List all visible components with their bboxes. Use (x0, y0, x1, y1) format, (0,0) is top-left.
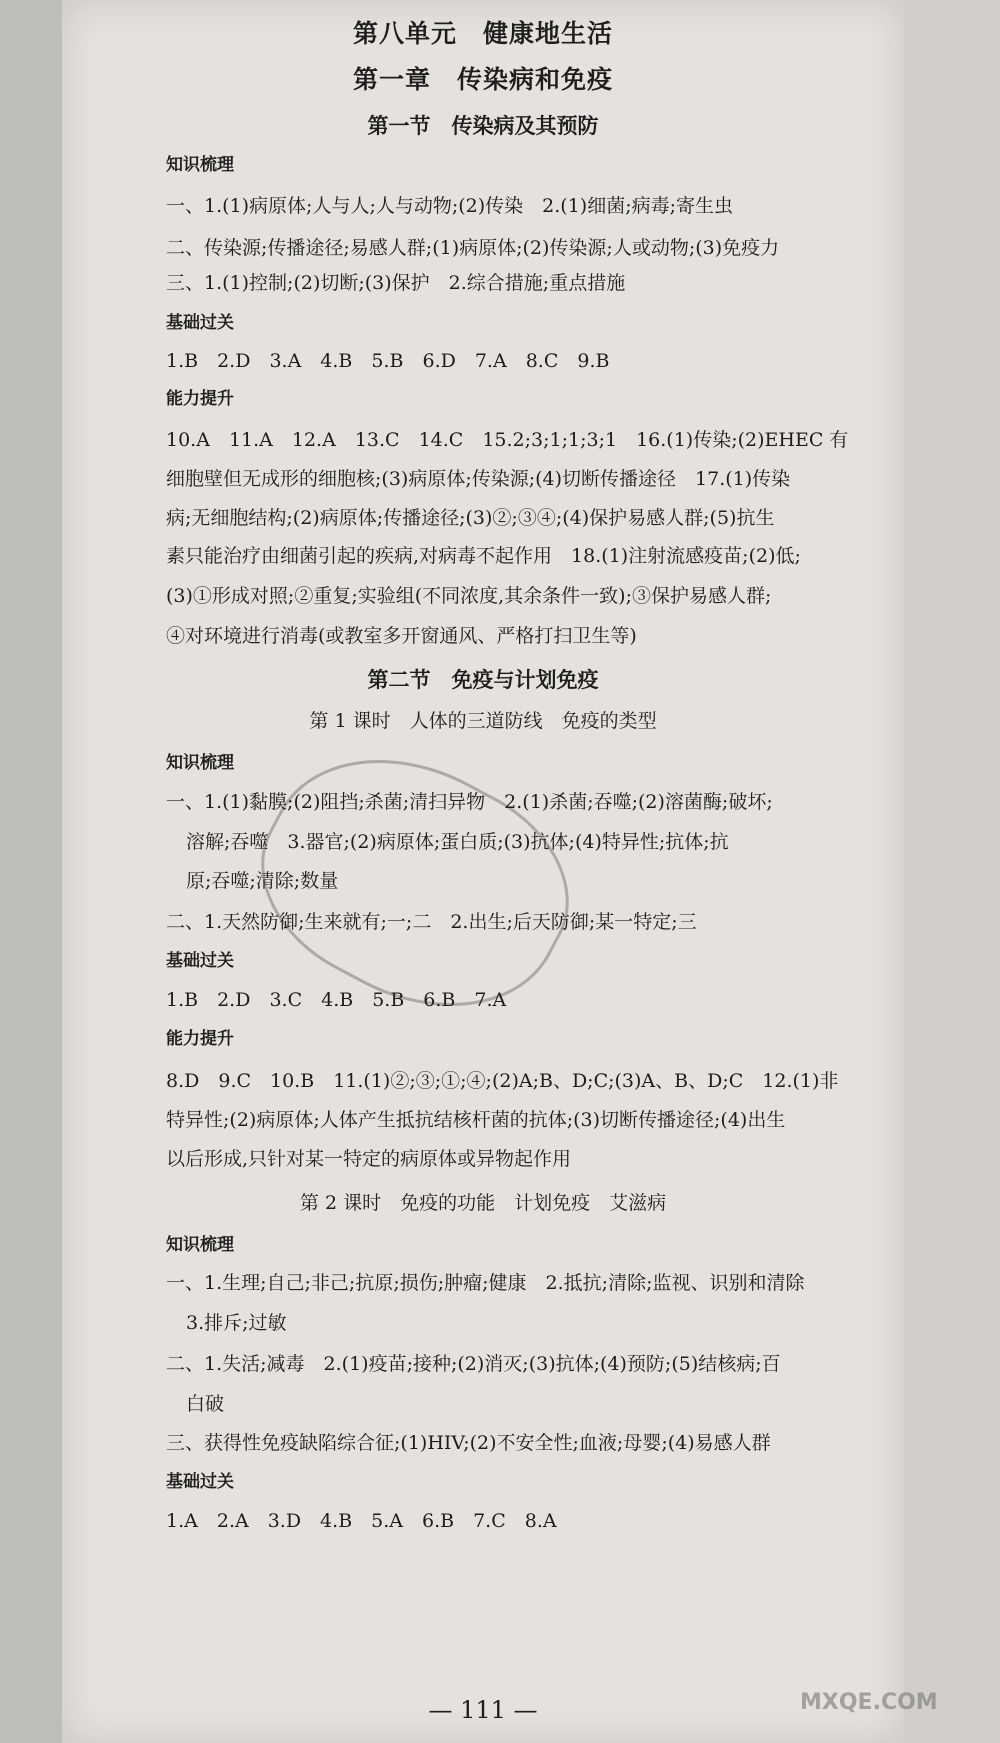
section1-nengli-line-1: 10.A 11.A 12.A 13.C 14.C 15.2;3;1;1;3;1 16.(1)传染;(2)EHEC 有 (166, 429, 849, 451)
lesson2-title: 第 2 课时 免疫的功能 计划免疫 艾滋病 (299, 1192, 667, 1214)
watermark-text: MXQE.COM (800, 1690, 938, 1715)
lesson2-zhishi-line-4: 白破 (186, 1393, 225, 1415)
section1-zhishi-line-2: 二、传染源;传播途径;易感人群;(1)病原体;(2)传染源;人或动物;(3)免疫力 (166, 237, 780, 259)
lesson1-zhishi-label: 知识梳理 (166, 753, 234, 773)
adjacent-page-edge (904, 0, 1000, 1743)
section1-nengli-line-2: 细胞壁但无成形的细胞核;(3)病原体;传染源;(4)切断传播途径 17.(1)传染 (166, 468, 791, 490)
section1-jichu-line: 1.B 2.D 3.A 4.B 5.B 6.D 7.A 8.C 9.B (166, 350, 610, 372)
lesson2-zhishi-line-3: 二、1.失活;减毒 2.(1)疫苗;接种;(2)消灭;(3)抗体;(4)预防;(5)结核病;百 (166, 1353, 781, 1375)
lesson1-jichu-line: 1.B 2.D 3.C 4.B 5.B 6.B 7.A (166, 989, 507, 1011)
section1-nengli-line-4: 素只能治疗由细菌引起的疾病,对病毒不起作用 18.(1)注射流感疫苗;(2)低; (166, 545, 801, 567)
lesson2-zhishi-line-2: 3.排斥;过敏 (186, 1312, 287, 1334)
section1-zhishi-line-1: 一、1.(1)病原体;人与人;人与动物;(2)传染 2.(1)细菌;病毒;寄生虫 (166, 195, 734, 217)
lesson2-jichu-line: 1.A 2.A 3.D 4.B 5.A 6.B 7.C 8.A (166, 1510, 557, 1532)
chapter-title: 第一章 传染病和免疫 (352, 65, 613, 94)
section1-zhishi-label: 知识梳理 (166, 155, 234, 175)
section1-nengli-line-6: ④对环境进行消毒(或教室多开窗通风、严格打扫卫生等) (166, 625, 637, 647)
section1-nengli-line-5: (3)①形成对照;②重复;实验组(不同浓度,其余条件一致);③保护易感人群; (166, 585, 772, 607)
section1-title: 第一节 传染病及其预防 (367, 113, 599, 138)
page-number: — 111 — (428, 1696, 538, 1724)
section1-nengli-line-3: 病;无细胞结构;(2)病原体;传播途径;(3)②;③④;(4)保护易感人群;(5)抗生 (166, 507, 775, 529)
lesson1-nengli-label: 能力提升 (166, 1029, 234, 1049)
lesson1-nengli-line-3: 以后形成,只针对某一特定的病原体或异物起作用 (166, 1148, 572, 1170)
book-page (62, 0, 904, 1743)
section1-zhishi-line-3: 三、1.(1)控制;(2)切断;(3)保护 2.综合措施;重点措施 (166, 272, 626, 294)
lesson1-zhishi-line-1: 一、1.(1)黏膜;(2)阻挡;杀菌;清扫异物 2.(1)杀菌;吞噬;(2)溶菌酶;破坏; (166, 791, 773, 813)
unit-title: 第八单元 健康地生活 (352, 19, 613, 48)
section1-nengli-label: 能力提升 (166, 389, 234, 409)
lesson2-zhishi-line-5: 三、获得性免疫缺陷综合征;(1)HIV;(2)不安全性;血液;母婴;(4)易感人群 (166, 1432, 771, 1454)
lesson1-zhishi-line-4: 二、1.天然防御;生来就有;一;二 2.出生;后天防御;某一特定;三 (166, 911, 697, 933)
lesson1-title: 第 1 课时 人体的三道防线 免疫的类型 (309, 710, 657, 732)
section2-title: 第二节 免疫与计划免疫 (367, 667, 599, 692)
lesson2-jichu-label: 基础过关 (166, 1472, 234, 1492)
section1-jichu-label: 基础过关 (166, 313, 234, 333)
lesson1-jichu-label: 基础过关 (166, 951, 234, 971)
lesson2-zhishi-line-1: 一、1.生理;自己;非己;抗原;损伤;肿瘤;健康 2.抵抗;清除;监视、识别和清除 (166, 1272, 805, 1294)
lesson1-nengli-line-2: 特异性;(2)病原体;人体产生抵抗结核杆菌的抗体;(3)切断传播途径;(4)出生 (166, 1109, 786, 1131)
lesson2-zhishi-label: 知识梳理 (166, 1235, 234, 1255)
lesson1-zhishi-line-3: 原;吞噬;清除;数量 (186, 870, 339, 892)
lesson1-zhishi-line-2: 溶解;吞噬 3.器官;(2)病原体;蛋白质;(3)抗体;(4)特异性;抗体;抗 (186, 831, 729, 853)
lesson1-nengli-line-1: 8.D 9.C 10.B 11.(1)②;③;①;④;(2)A;B、D;C;(3)A、B、D;C 12.(1)非 (166, 1070, 839, 1092)
